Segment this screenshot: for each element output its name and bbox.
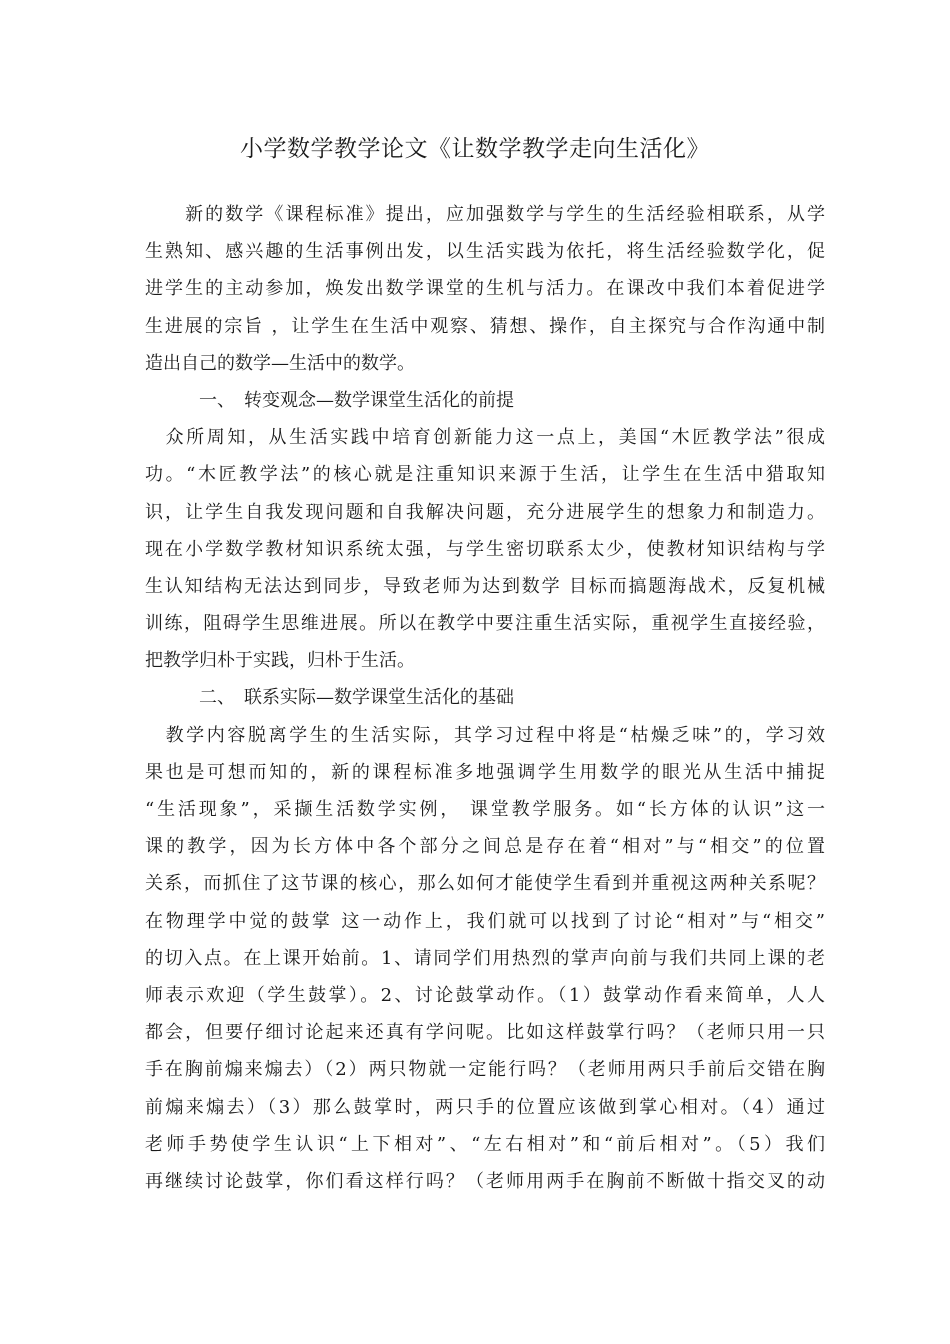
paragraph-line: 生认知结构无法达到同步，导致老师为达到数学 目标而搞题海战术，反复机械 <box>145 575 825 597</box>
section-heading: 二、 联系实际—数学课堂生活化的基础 <box>145 687 514 709</box>
paragraph-line: “生活现象”，采撷生活数学实例， 课堂教学服务。如“长方体的认识”这一 <box>145 799 825 820</box>
paragraph-line: 生熟知、感兴趣的生活事例出发，以生活实践为依托，将生活经验数学化，促 <box>145 241 825 263</box>
paragraph-line: 老师手势使学生认识“上下相对”、“左右相对”和“前后相对”。（5）我们 <box>145 1133 825 1155</box>
paragraph-line: 手在胸前煽来煽去）（2）两只物就一定能行吗？（老师用两只手前后交错在胸 <box>145 1059 825 1081</box>
paragraph-line: 把教学归朴于实践，归朴于生活。 <box>145 650 415 672</box>
paragraph-line: 都会，但要仔细讨论起来还真有学问呢。比如这样鼓掌行吗？（老师只用一只 <box>145 1022 825 1044</box>
paragraph-line: 训练，阻碍学生思维进展。所以在教学中要注重生活实际，重视学生直接经验， <box>145 613 825 635</box>
document-title: 小学数学教学论文《让数学教学走向生活化》 <box>240 136 710 162</box>
section-heading: 一、 转变观念—数学课堂生活化的前提 <box>145 389 514 411</box>
paragraph-line: 功。“木匠教学法”的核心就是注重知识来源于生活，让学生在生活中猎取知 <box>145 464 825 486</box>
paragraph-line: 识，让学生自我发现问题和自我解决问题，充分进展学生的想象力和制造力。 <box>145 501 825 523</box>
paragraph-line: 造出自己的数学—生活中的数学。 <box>145 352 415 374</box>
paragraph-line: 前煽来煽去）（3）那么鼓掌时，两只手的位置应该做到掌心相对。（4）通过 <box>145 1096 825 1118</box>
paragraph-line: 的切入点。在上课开始前。1、请同学们用热烈的掌声向前与我们共同上课的老 <box>145 947 825 969</box>
paragraph-line: 教学内容脱离学生的生活实际，其学习过程中将是“枯燥乏味”的，学习效 <box>145 724 825 746</box>
paragraph-line: 众所周知，从生活实践中培育创新能力这一点上，美国“木匠教学法”很成 <box>145 427 825 449</box>
paragraph-line: 生进展的宗旨 ，让学生在生活中观察、猜想、操作，自主探究与合作沟通中制 <box>145 315 825 337</box>
paragraph-line: 果也是可想而知的，新的课程标准多地强调学生用数学的眼光从生活中捕捉 <box>145 761 825 783</box>
paragraph-line: 现在小学数学教材知识系统太强，与学生密切联系太少，使教材知识结构与学 <box>145 538 825 560</box>
paragraph-line: 进学生的主动参加，焕发出数学课堂的生机与活力。在课改中我们本着促进学 <box>145 278 825 300</box>
document-body <box>145 196 825 1200</box>
paragraph-line: 新的数学《课程标准》提出，应加强数学与学生的生活经验相联系，从学 <box>145 204 825 225</box>
paragraph-line: 再继续讨论鼓掌，你们看这样行吗？（老师用两手在胸前不断做十指交叉的动 <box>145 1170 825 1192</box>
paragraph-line: 课的教学，因为长方体中各个部分之间总是存在着“相对”与“相交”的位置 <box>145 836 825 858</box>
paragraph-line: 关系，而抓住了这节课的核心，那么如何才能使学生看到并重视这两种关系呢？ <box>145 873 825 895</box>
paragraph-line: 师表示欢迎（学生鼓掌）。2、讨论鼓掌动作。（1）鼓掌动作看来简单，人人 <box>145 984 825 1006</box>
paragraph-line: 在物理学中觉的鼓掌 这一动作上，我们就可以找到了讨论“相对”与“相交” <box>145 910 825 932</box>
